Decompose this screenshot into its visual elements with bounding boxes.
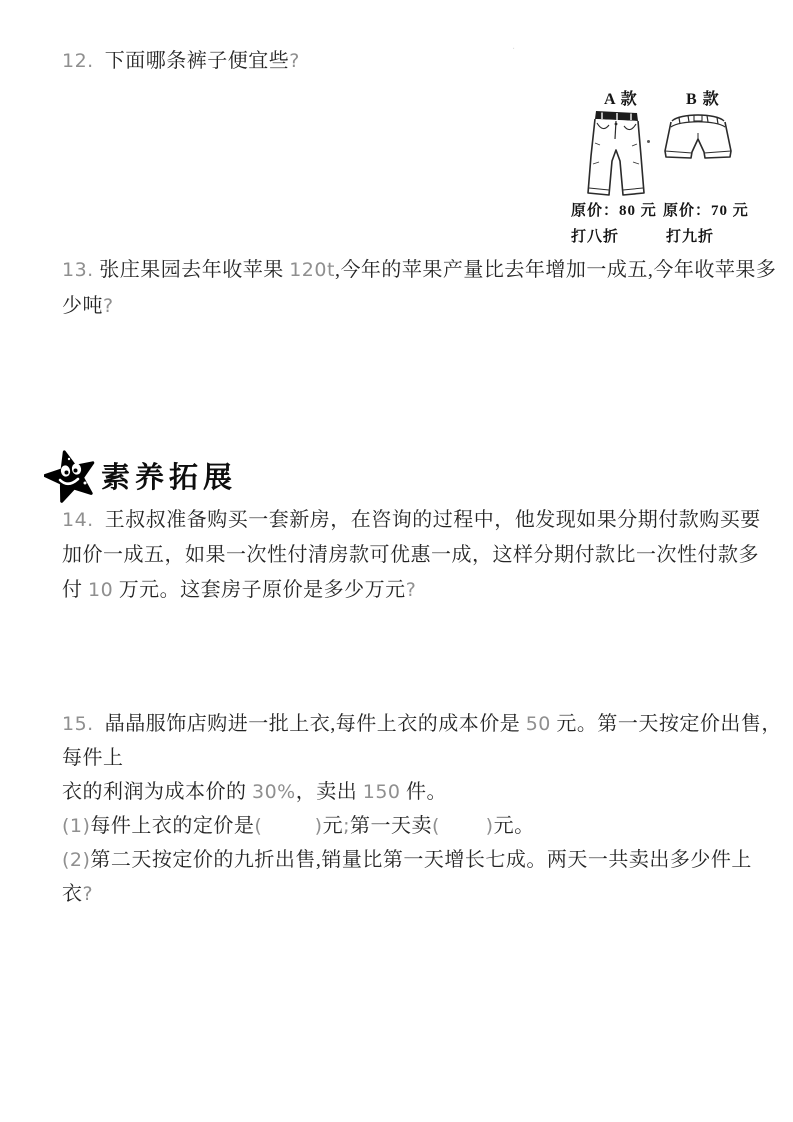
numeral-segment: ? xyxy=(82,883,94,905)
pants-a-price: 原价：80 元 xyxy=(571,203,657,219)
text-segment: 每件上衣的定价是 xyxy=(90,815,255,837)
text-line xyxy=(62,252,776,288)
question-15 xyxy=(62,707,782,911)
section-title: 素养拓展 xyxy=(101,462,238,494)
text-line xyxy=(62,843,782,877)
text-segment: 第一天卖 xyxy=(349,815,432,837)
numeral-segment: 15. xyxy=(62,713,94,735)
star-face-icon xyxy=(44,448,98,504)
text-line xyxy=(62,288,776,324)
print-artifact: · xyxy=(512,44,516,55)
numeral-segment: (1) xyxy=(62,815,91,837)
text-line xyxy=(62,538,761,573)
pants-a-image xyxy=(586,106,646,202)
pants-a-discount: 打八折 xyxy=(571,229,620,245)
numeral-segment: ( ) xyxy=(254,815,323,837)
text-segment: 王叔叔准备购买一套新房，在咨询的过程中，他发现如果分期付款购买要 xyxy=(93,509,761,531)
numeral-segment: 12. xyxy=(62,50,94,72)
text-segment: 元。 xyxy=(493,815,535,837)
text-segment: 衣 xyxy=(62,883,83,905)
text-segment: ,今年的苹果产量比去年增加一成五,今年收苹果多 xyxy=(334,259,777,281)
numeral-segment: ? xyxy=(405,579,417,601)
numeral-segment: 150 xyxy=(362,781,401,803)
text-segment: 元 xyxy=(322,815,344,837)
pants-b-image xyxy=(660,108,736,164)
numeral-segment: 10 xyxy=(88,579,114,601)
print-speck xyxy=(647,140,650,143)
text-line xyxy=(62,775,782,809)
text-line xyxy=(62,48,300,74)
text-line xyxy=(62,809,782,843)
text-segment: 下面哪条裤子便宜些 xyxy=(93,50,290,72)
text-line xyxy=(62,877,782,911)
numeral-segment: 13. xyxy=(62,259,94,281)
text-segment: 元。第一天按定价出售， xyxy=(550,713,782,735)
text-segment: 张庄果园去年收苹果 xyxy=(93,259,290,281)
text-line xyxy=(62,741,782,775)
numeral-segment: (2) xyxy=(62,849,91,871)
text-segment: 每件上 xyxy=(62,747,124,769)
pants-b-label: B 款 xyxy=(686,91,720,108)
text-segment: 衣的利润为成本价的 xyxy=(62,781,252,803)
text-segment: 加价一成五，如果一次性付清房款可优惠一成，这样分期付款比一次性付款多 xyxy=(62,544,759,566)
pants-a-label: A 款 xyxy=(604,91,638,108)
numeral-segment: ? xyxy=(289,50,300,72)
text-line xyxy=(62,573,761,608)
numeral-segment: 14. xyxy=(62,509,94,531)
text-line xyxy=(62,707,782,741)
text-segment: 少吨 xyxy=(62,295,103,317)
question-13 xyxy=(62,252,776,324)
numeral-segment: 30% xyxy=(252,781,296,803)
text-segment: 第二天按定价的九折出售,销量比第一天增长七成。两天一共卖出多少件上 xyxy=(90,849,752,871)
numeral-segment: ( ) xyxy=(431,815,494,837)
question-12 xyxy=(62,48,300,74)
numeral-segment: 50 xyxy=(525,713,551,735)
numeral-segment: 120t xyxy=(289,259,335,281)
numeral-segment: ; xyxy=(343,815,350,837)
text-segment: ，卖出 xyxy=(295,781,363,803)
text-segment: 件。 xyxy=(400,781,447,803)
numeral-segment: ? xyxy=(103,295,114,317)
question-14 xyxy=(62,503,761,608)
text-line xyxy=(62,503,761,538)
text-segment: 晶晶服饰店购进一批上衣,每件上衣的成本价是 xyxy=(93,713,526,735)
text-segment: 万元。这套房子原价是多少万元 xyxy=(113,579,406,601)
pants-b-price: 原价：70 元 xyxy=(663,203,749,219)
text-segment: 付 xyxy=(62,579,88,601)
pants-b-discount: 打九折 xyxy=(666,229,715,245)
